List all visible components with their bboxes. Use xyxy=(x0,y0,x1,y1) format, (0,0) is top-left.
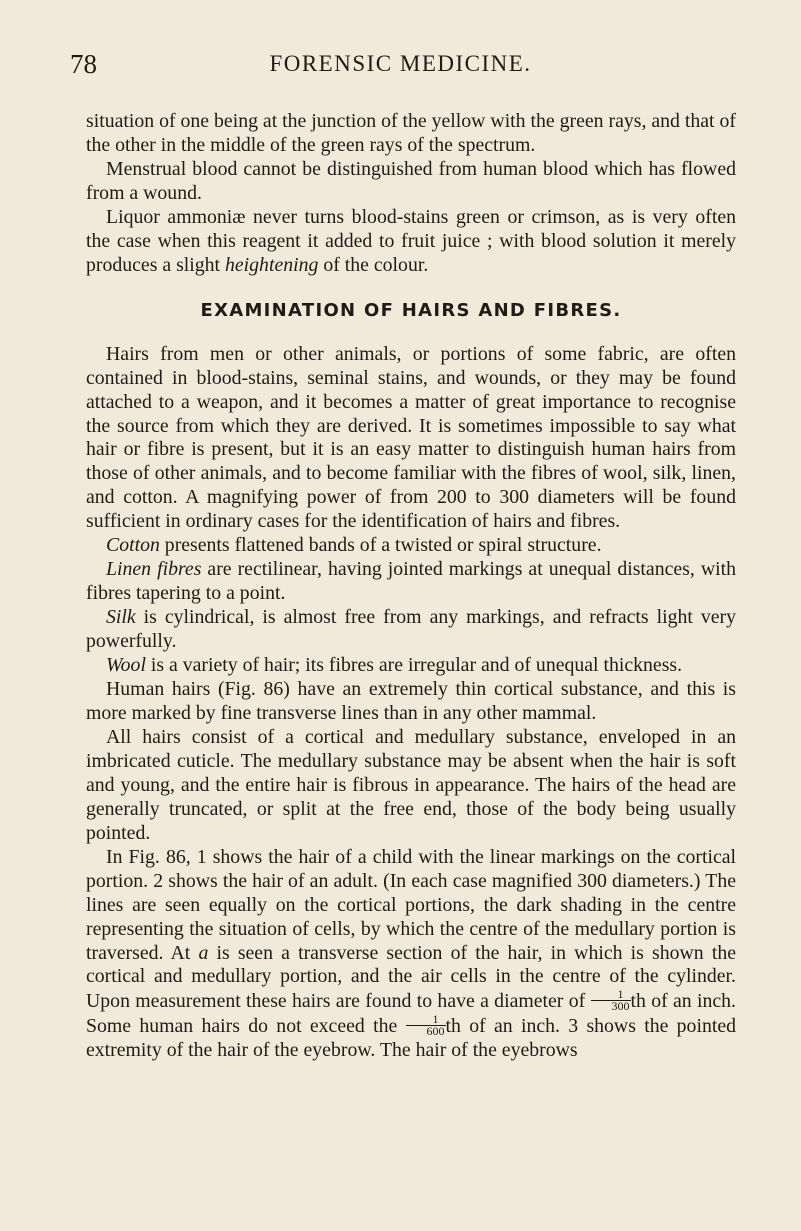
fig-text: is seen a transverse section of the hair, in which is shown the cortical and medullary portion, and the air cells in the centre of the cylinder. Upon measurement these hairs are found to have a diameter of xyxy=(86,941,736,1013)
liquor-text-end: of the colour. xyxy=(318,253,429,276)
fibre-description: is a variety of hair; its fibres are irregular and of unequal thickness. xyxy=(145,654,683,677)
paragraph-liquor-ammoniae xyxy=(86,206,736,278)
paragraph-hairs-intro: Hairs from men or other animals, or portions of some fabric, are often contained in blood-stains, seminal stains, and wounds, or they may be found attached to a weapon, and it becomes a matter of great importance to recognise the source from which they are derived. It is sometimes impossible to say what hair or fibre is present, but it is an easy matter to distinguish human hairs from those of other animals, and to become familiar with the fibres of wool, silk, linen, and cotton. A magnifying power of from 200 to 300 diameters will be found sufficient in ordinary cases for the identification of hairs and fibres. xyxy=(86,342,736,533)
paragraph-continuation: situation of one being at the junction of the yellow with the green rays, and that of the other in the middle of the green rays of the spectrum. xyxy=(86,110,736,156)
fraction-numerator: 1 xyxy=(406,1014,446,1026)
section-heading: EXAMINATION OF HAIRS AND FIBRES. xyxy=(200,299,622,321)
fibre-description: are rectilinear, having jointed markings at unequal distances, with fibres tapering to a point. xyxy=(86,558,736,605)
running-head: FORENSIC MEDICINE. xyxy=(269,51,532,76)
paragraph-silk xyxy=(86,606,736,654)
liquor-text: Liquor ammoniæ never turns blood-stains green or crimson, as is very often the case when this reagent it added to fruit juice ; with blood solution it merely produces a slight xyxy=(86,205,736,276)
fraction-denominator: 600 xyxy=(426,1024,445,1039)
paragraph-human-hairs: Human hairs (Fig. 86) have an extremely thin cortical substance, and this is more marked by fine transverse lines than in any other mammal. xyxy=(86,678,736,724)
page-header xyxy=(0,46,801,86)
fibre-term: Linen fibres xyxy=(106,558,202,581)
paragraph-cotton xyxy=(86,534,736,558)
fibre-term: Cotton xyxy=(106,534,160,557)
fraction-one-six-hundredth xyxy=(406,1014,446,1037)
fraction-denominator: 300 xyxy=(611,999,630,1014)
liquor-italic: heightening xyxy=(225,253,319,276)
fraction-numerator: 1 xyxy=(591,989,631,1001)
fig-text: th of an inch. 3 shows the pointed extremity of the hair of the eyebrow. The hair of the eyebrows xyxy=(86,1015,737,1062)
fibre-term: Silk xyxy=(106,606,136,629)
paragraph-wool xyxy=(86,654,736,678)
paragraph-linen xyxy=(86,558,736,606)
page-body xyxy=(86,110,736,1063)
fig-italic-a: a xyxy=(198,941,209,964)
fig-text: In Fig. 86, 1 shows the hair of a child with the linear markings on the cortical portion. 2 shows the hair of an adult. (In each case magnified 300 diameters.) The lines are seen equally on the cortical portions, the dark shading in the centre representing the situation of cells, by which the centre of the medullary portion is traversed. At xyxy=(86,845,736,964)
fig-text: th of an inch. Some human hairs do not exceed the xyxy=(86,990,736,1038)
paragraph-hair-structure: All hairs consist of a cortical and medullary substance, enveloped in an imbricated cuticle. The medullary substance may be absent when the hair is soft and young, and the entire hair is fibrous in appearance. The hairs of the head are generally truncated, or split at the free end, those of the body being usually pointed. xyxy=(86,725,736,844)
fraction-one-three-hundredth xyxy=(591,989,631,1012)
fibre-description: presents flattened bands of a twisted or spiral structure. xyxy=(159,534,602,557)
page-number: 78 xyxy=(70,49,97,79)
paragraph-menstrual-blood: Menstrual blood cannot be distinguished from human blood which has flowed from a wound. xyxy=(86,157,736,204)
fibre-term: Wool xyxy=(106,654,146,677)
fibre-description: is cylindrical, is almost free from any markings, and refracts light very powerfully. xyxy=(86,606,736,653)
paragraph-fig-86 xyxy=(86,846,736,1064)
